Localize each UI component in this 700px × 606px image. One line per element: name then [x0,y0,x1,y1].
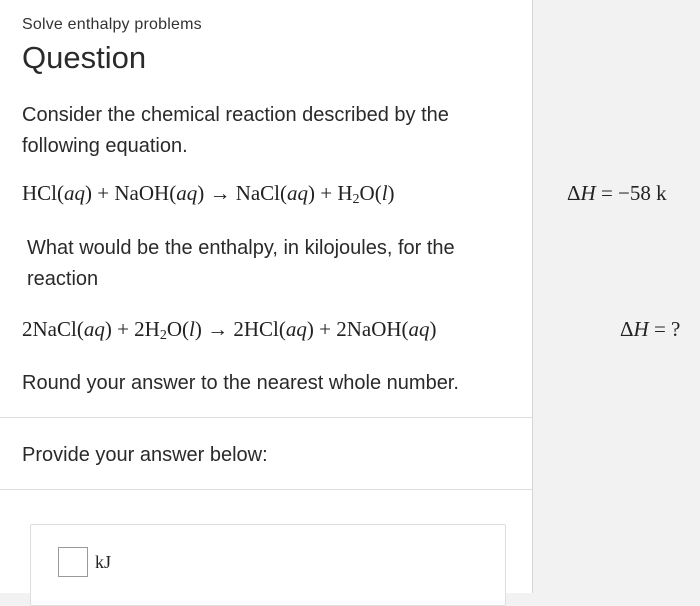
state-aq: aq [408,317,430,341]
formula-h: H [337,181,353,205]
formula-hcl: 2HCl [233,317,279,341]
topic-label: Solve enthalpy problems [22,16,202,33]
delta-h-value: = ? [653,317,681,341]
enthalpy-symbol: H [633,317,649,341]
reaction-equation-2: 2NaCl(aq) + $2H_2O(l) \to 2HCl(aq)$ + 2NaOH(aq) [22,317,437,343]
formula-naoh: NaOH [114,181,170,205]
divider [0,489,532,490]
rounding-instruction: Round your answer to the nearest whole number. [22,372,459,394]
subscript: 2 [352,192,360,207]
state-l: l [189,317,195,341]
divider [0,417,532,418]
formula-naoh: 2NaOH [336,317,402,341]
plus-sign: + [97,181,110,205]
state-aq: aq [83,317,105,341]
subscript: 2 [159,328,167,343]
state-aq: aq [287,181,309,205]
answer-panel [30,524,506,606]
plus-sign: + [319,317,331,341]
formula-h: 2H [134,317,160,341]
state-l: l [381,181,388,205]
answer-label: Provide your answer below: [22,444,268,466]
plus-sign: + [117,317,129,341]
delta-h-value: = −58 k [600,181,667,205]
plus-sign: + [320,181,333,205]
formula-hcl: HCl [22,181,58,205]
formula-o: O [359,181,375,205]
answer-input[interactable] [58,547,88,577]
enthalpy-symbol: H [580,181,596,205]
reaction-arrow: → [209,181,231,205]
formula-nacl: 2NaCl [22,317,77,341]
state-aq: aq [176,181,198,205]
delta-h-2: ΔH = ? [620,317,681,341]
question-prompt: What would be the enthalpy, in kilojoules, for the reaction [27,237,455,290]
formula-o: O [166,317,183,341]
formula-nacl: NaCl [235,181,281,205]
delta-h-1: ΔH = −58 k [567,181,667,205]
state-aq: aq [285,317,307,341]
state-aq: aq [64,181,86,205]
reaction-arrow: → [207,317,229,341]
reaction-equation-1: HCl(aq) + NaOH(aq) → NaCl(aq) + $H_2O(l)$ [22,181,395,207]
unit-label: kJ [95,552,112,572]
question-intro: Consider the chemical reaction described by the following equation. [22,104,449,157]
question-heading: Question [22,40,147,75]
